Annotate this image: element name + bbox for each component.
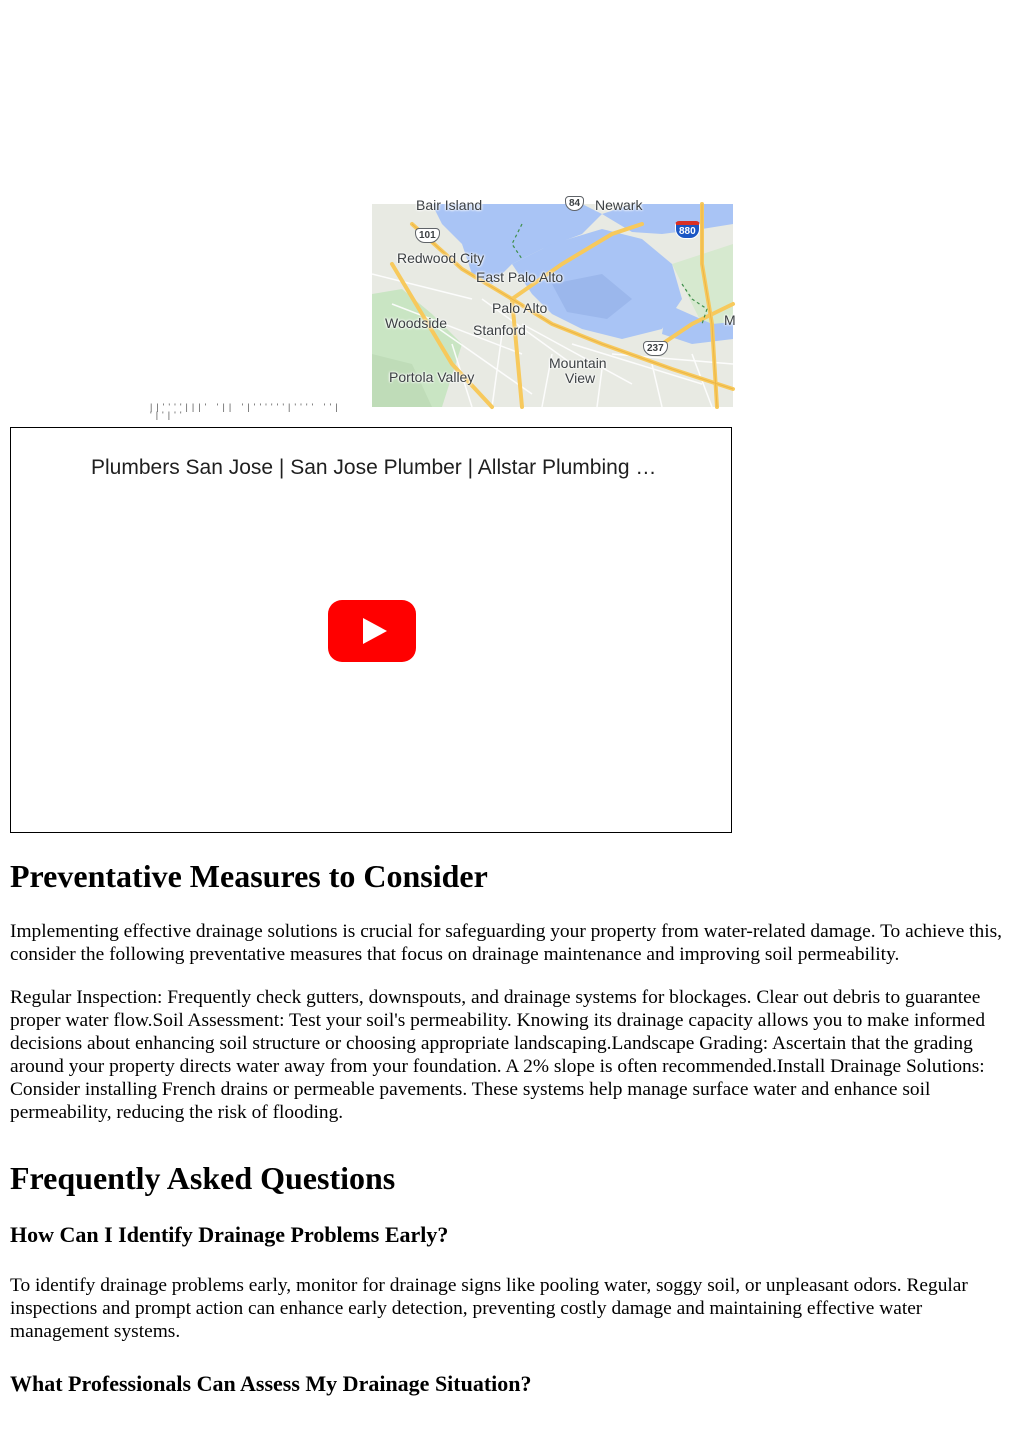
ca84-shield-icon: 84 <box>565 196 584 211</box>
map-label-mountain: Mountain <box>549 355 607 371</box>
map-label-view: View <box>565 370 596 386</box>
map-label-bair-island: Bair Island <box>416 197 483 213</box>
youtube-play-icon <box>328 600 416 662</box>
faq-answer-1: To identify drainage problems early, monitor for drainage signs like pooling water, soggy soil, or unpleasant odors. Regular inspections and prompt action can enhance early detection, preventing costly damage and maintaining effective water management systems. <box>10 1275 968 1342</box>
map-label-palo-alto: Palo Alto <box>492 300 548 316</box>
faq-question-2: What Professionals Can Assess My Drainage Situation? <box>10 1371 532 1396</box>
section-intro-paragraph: Implementing effective drainage solutions is crucial for safeguarding your property from water-related damage. To achieve this, consider the following preventative measures that focus on drainage maintenance and improving soil permeability. <box>10 921 1003 965</box>
faq-question-1: How Can I Identify Drainage Problems Early? <box>10 1222 449 1247</box>
i880-shield-icon: 880 <box>675 221 700 239</box>
map-label-newark: Newark <box>595 197 643 213</box>
section-heading-preventative: Preventative Measures to Consider <box>10 858 488 894</box>
ca237-shield-icon: 237 <box>643 341 668 356</box>
map-label-redwood-city: Redwood City <box>397 250 485 266</box>
map-embed[interactable] <box>372 197 736 407</box>
measures-paragraph: Regular Inspection: Frequently check gutters, downspouts, and drainage systems for blockages. Clear out debris to guarantee proper water flow.Soil Assessment: Test your soil's permeability. Knowing its drainage capacity allows you to make informed decisions about enhancing soil structure or choosing appropriate landscaping.Landscape Grading: Ascertain that the grading around your property directs water away from your foundation. A 2% slope is often recommended.Install Drainage Solutions: Consider installing French drains or permeable pavements. These systems help manage surface water and enhance soil permeability, reducing the risk of flooding. <box>10 987 986 1123</box>
map-attribution-fragment: ||''''|||' '|| '|''''''|'''' ''| '|'|'' <box>150 402 342 420</box>
faq-heading: Frequently Asked Questions <box>10 1160 396 1196</box>
play-button[interactable] <box>328 600 416 662</box>
map-label-portola-valley: Portola Valley <box>389 369 475 385</box>
map-label-stanford: Stanford <box>473 322 526 338</box>
article-body <box>10 848 1014 1423</box>
us101-shield-icon: 101 <box>415 228 440 243</box>
video-embed[interactable] <box>10 427 732 833</box>
map-label-woodside: Woodside <box>385 315 448 331</box>
map-label-edge: M <box>724 312 736 328</box>
map-label-east-palo-alto: East Palo Alto <box>476 269 564 285</box>
video-title[interactable]: Plumbers San Jose | San Jose Plumber | Allstar Plumbing … <box>91 456 657 479</box>
